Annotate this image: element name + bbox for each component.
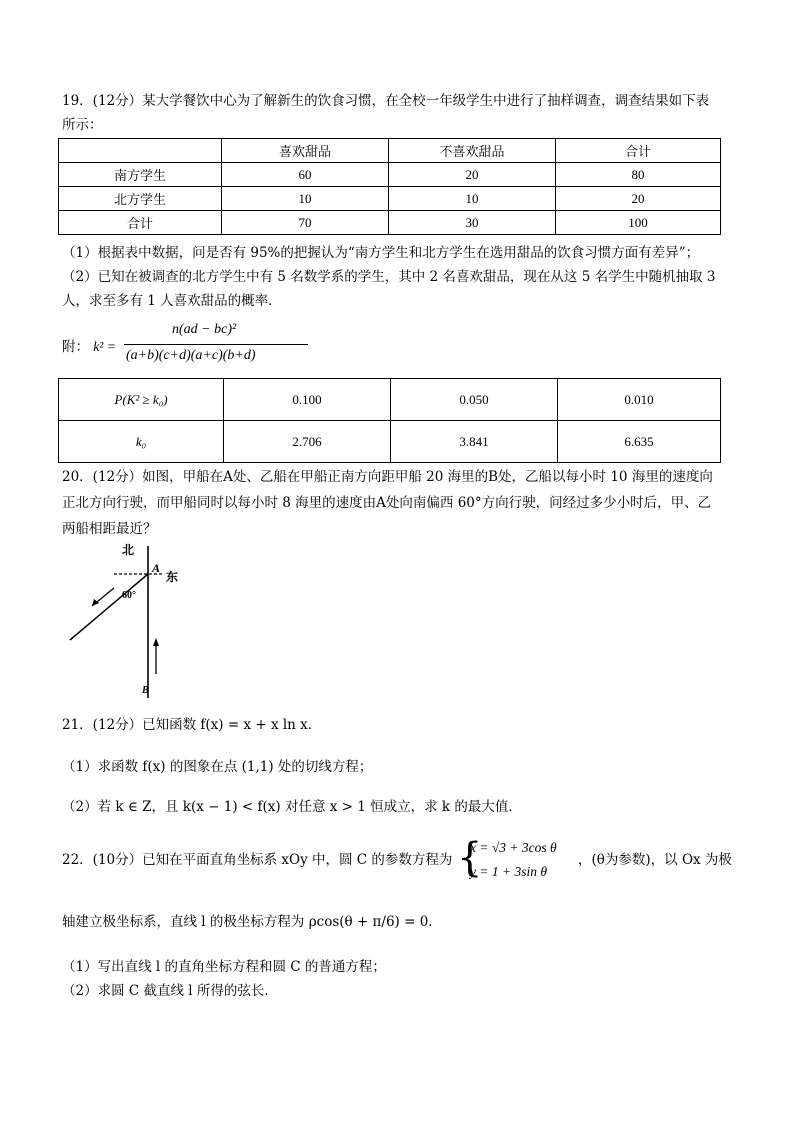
- table-cell: 80: [556, 163, 721, 187]
- q21-part2: （2）若 k ∈ Z，且 k(x − 1) < f(x) 对任意 x > 1 恒成立，求 k 的最大值．: [62, 799, 522, 815]
- table-cell: 20: [556, 187, 721, 211]
- table-cell: 6.635: [558, 421, 721, 463]
- q20-line1: 20．(12分）如图，甲船在A处、乙船在甲船正南方向距甲船 20 海里的B处，乙船以每小时 10 海里的速度向: [62, 469, 713, 485]
- table-cell: 北方学生: [59, 187, 222, 211]
- q19-part2-line1: （2）已知在被调查的北方学生中有 5 名数学系的学生，其中 2 名喜欢甜品，现在从这 5 名学生中随机抽取 3: [62, 269, 716, 285]
- q22-line1-suffix: ，(θ为参数)，以 Ox 为极: [578, 852, 732, 868]
- arrowhead-north-icon: [153, 638, 159, 646]
- formula-lhs: k² =: [93, 339, 116, 354]
- header-cell: 合计: [556, 139, 721, 163]
- table-row: [59, 379, 721, 421]
- arrowhead-southwest-icon: [92, 599, 99, 606]
- table-cell: 南方学生: [59, 163, 222, 187]
- q22-part1: （1）写出直线 l 的直角坐标方程和圆 C 的普通方程；: [62, 959, 386, 975]
- q22-line2: 轴建立极坐标系，直线 l 的极坐标方程为 ρcos(θ + π/6) = 0．: [62, 914, 442, 930]
- q19-part1: （1）根据表中数据，问是否有 95%的把握认为“南方学生和北方学生在选用甜品的饮食习惯方面有差异”；: [62, 245, 700, 261]
- q21-line1: 21．(12分）已知函数 f(x) = x + x ln x．: [62, 717, 322, 733]
- table-cell: 0.100: [224, 379, 391, 421]
- table-cell: 60: [222, 163, 389, 187]
- survey-table: [58, 138, 721, 235]
- table-cell: 10: [389, 187, 556, 211]
- header-cell: 不喜欢甜品: [389, 139, 556, 163]
- point-b-label: B: [142, 685, 149, 696]
- angle-label: 60°: [122, 590, 136, 601]
- table-cell: k₀: [59, 421, 224, 463]
- ship-diagram: [62, 538, 202, 703]
- ship-a-path: [70, 574, 148, 640]
- table-cell: 100: [556, 211, 721, 235]
- q19-line2: 所示：: [62, 117, 103, 133]
- table-header-row: [59, 139, 721, 163]
- table-cell: 0.050: [391, 379, 558, 421]
- table-cell: 2.706: [224, 421, 391, 463]
- critical-value-table: [58, 378, 721, 463]
- table-cell: P(K² ≥ k₀): [59, 379, 224, 421]
- formula-denominator: (a+b)(c+d)(a+c)(b+d): [126, 348, 256, 363]
- q19-part2-line2: 人，求至多有 1 人喜欢甜品的概率．: [62, 293, 282, 309]
- header-cell: 喜欢甜品: [222, 139, 389, 163]
- brace: {: [457, 835, 483, 881]
- table-cell: 10: [222, 187, 389, 211]
- q22-part2: （2）求圆 C 截直线 l 所得的弦长．: [62, 983, 278, 999]
- q22-line1-prefix: 22．(10分）已知在平面直角坐标系 xOy 中，圆 C 的参数方程为: [62, 852, 453, 868]
- eq-x: x = √3 + 3cos θ: [470, 840, 557, 855]
- appendix-label: [62, 338, 116, 356]
- appendix-text: 附：: [62, 339, 89, 355]
- q20-line2: 正北方向行驶，而甲船同时以每小时 8 海里的速度由A处向南偏西 60°方向行驶，问经过多少小时后，甲、乙: [62, 495, 712, 511]
- q21-part1: （1）求函数 f(x) 的图象在点 (1,1) 处的切线方程；: [62, 759, 373, 775]
- q19-line1: 19．(12分）某大学餐饮中心为了解新生的饮食习惯，在全校一年级学生中进行了抽样调查，调查结果如下表: [62, 93, 710, 109]
- eq-y: y = 1 + 3sin θ: [470, 864, 547, 879]
- point-a-label: A: [152, 561, 161, 575]
- q20-line3: 两船相距最近？: [62, 521, 157, 537]
- header-cell: [59, 139, 222, 163]
- table-cell: 0.010: [558, 379, 721, 421]
- table-cell: 30: [389, 211, 556, 235]
- table-cell: 70: [222, 211, 389, 235]
- table-row: [59, 421, 721, 463]
- table-row: [59, 211, 721, 235]
- table-row: [59, 187, 721, 211]
- table-row: [59, 163, 721, 187]
- table-cell: 合计: [59, 211, 222, 235]
- east-label: 东: [166, 570, 179, 584]
- formula-numerator: n(ad − bc)²: [172, 322, 237, 337]
- table-cell: 20: [389, 163, 556, 187]
- north-label: 北: [122, 543, 135, 557]
- fraction-bar: [124, 344, 308, 345]
- table-cell: 3.841: [391, 421, 558, 463]
